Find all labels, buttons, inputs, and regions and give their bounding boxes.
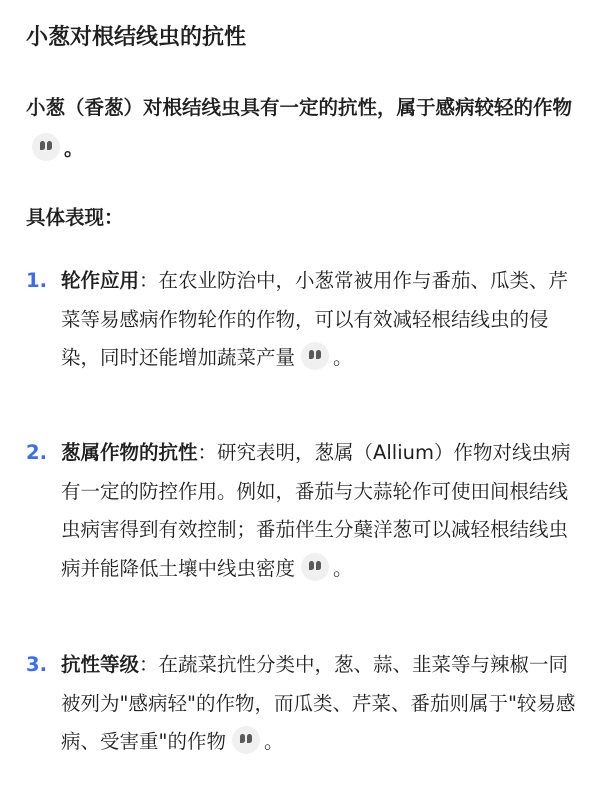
list-item-text: ：研究表明，葱属（Allium）作物对线虫病有一定的防控作用。例如，番茄与大蒜轮作可使田间根结线虫病害得到有效控制；番茄伴生分蘖洋葱可以减轻根结线虫病并能降低土壤中线虫密度 [61, 441, 571, 580]
list-item-end: 。 [333, 556, 353, 580]
list-item-lead: 抗性等级 [61, 653, 140, 676]
list-item-body [61, 646, 581, 762]
quote-icon[interactable] [232, 726, 260, 754]
list-number: 3. [26, 653, 47, 676]
intro-end: 。 [64, 137, 84, 160]
intro-paragraph [26, 87, 582, 169]
list-item-text: ：在农业防治中，小葱常被用作与番茄、瓜类、芹菜等易感病作物轮作的作物，可以有效减轻根结线虫的侵染，同时还能增加蔬菜产量 [61, 269, 569, 369]
quote-icon[interactable] [301, 553, 329, 581]
list-item-body [61, 262, 581, 378]
quote-icon[interactable] [32, 133, 60, 161]
list-item-end: 。 [263, 730, 284, 753]
list-item-text: ：在蔬菜抗性分类中，葱、蒜、韭菜等与辣椒一同被列为"感病轻"的作物，而瓜类、芹菜、番茄则属于"较易感病、受害重"的作物 [61, 653, 576, 753]
quote-icon[interactable] [301, 342, 329, 370]
section-heading: 具体表现： [26, 206, 124, 229]
list-item-lead: 轮作应用 [61, 269, 140, 292]
list-item-body [61, 434, 581, 588]
list-item-end: 。 [333, 346, 353, 369]
list-item-lead: 葱属作物的抗性 [61, 441, 198, 464]
list-number: 1. [26, 269, 47, 292]
intro-text: 小葱（香葱）对根结线虫具有一定的抗性，属于感病较轻的作物 [26, 96, 573, 119]
list-number: 2. [26, 441, 47, 464]
page-title: 小葱对根结线虫的抗性 [26, 25, 247, 50]
